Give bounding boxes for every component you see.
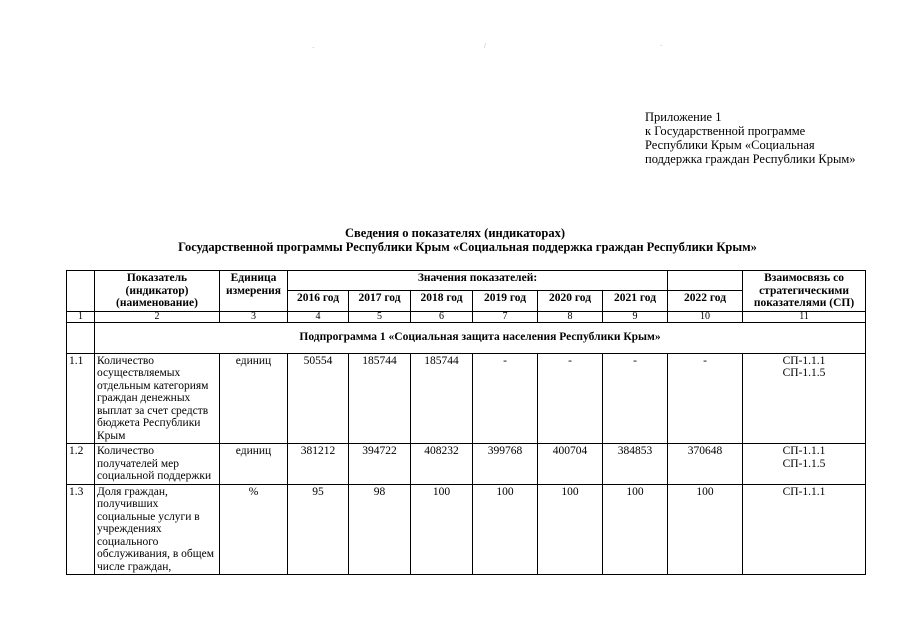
row-value: 50554: [288, 353, 349, 444]
header-year: 2022 год: [668, 291, 743, 311]
row-value: -: [603, 353, 668, 444]
appendix-note: Приложение 1 к Государственной программе Республики Крым «Социальная поддержка граждан Республики Крым»: [645, 110, 856, 166]
header-year: 2017 год: [349, 291, 411, 311]
col-number: 5: [349, 311, 411, 322]
header-values-group: Значения показателей:: [288, 271, 668, 291]
table-row: [67, 484, 866, 575]
row-name: Доля граждан, получивших социальные услуги в учреждениях социального обслуживания, в общем числе граждан,: [95, 484, 220, 575]
subprogram-title: Подпрограмма 1 «Социальная защита населения Республики Крым»: [95, 322, 866, 353]
col-number: 10: [668, 311, 743, 322]
title-line-1: Сведения о показателях (индикаторах): [344, 226, 566, 240]
indicators-table: [66, 270, 866, 575]
header-row-1: [67, 271, 866, 291]
row-num: 1.1: [67, 353, 95, 444]
header-indicator: Показатель (индикатор) (наименование): [95, 271, 220, 312]
row-value: 384853: [603, 444, 668, 485]
row-value: -: [538, 353, 603, 444]
subprogram-row: [67, 322, 866, 353]
header-num: [67, 271, 95, 312]
header-unit: Единица измерения: [220, 271, 288, 312]
col-number: 11: [743, 311, 866, 322]
col-number: 3: [220, 311, 288, 322]
row-value: 100: [603, 484, 668, 575]
row-unit: единиц: [220, 444, 288, 485]
header-link: Взаимосвязь со стратегическими показателями (СП): [743, 271, 866, 312]
header-year: 2016 год: [288, 291, 349, 311]
row-value: 408232: [411, 444, 473, 485]
subprogram-num-cell: [67, 322, 95, 353]
row-unit: единиц: [220, 353, 288, 444]
row-value: 400704: [538, 444, 603, 485]
row-name: Количество осуществляемых отдельным категориям граждан денежных выплат за счет средств бюджета Республики Крым: [95, 353, 220, 444]
row-name: Количество получателей мер социальной поддержки: [95, 444, 220, 485]
row-value: 185744: [349, 353, 411, 444]
row-links: СП-1.1.1 СП-1.1.5: [743, 444, 866, 485]
row-value: 185744: [411, 353, 473, 444]
scan-speck: ·: [312, 44, 315, 52]
row-value: 100: [473, 484, 538, 575]
col-number: 1: [67, 311, 95, 322]
header-year: 2021 год: [603, 291, 668, 311]
row-unit: %: [220, 484, 288, 575]
header-blank: [668, 271, 743, 291]
header-year: 2019 год: [473, 291, 538, 311]
header-year: 2020 год: [538, 291, 603, 311]
row-value: 399768: [473, 444, 538, 485]
col-number: 9: [603, 311, 668, 322]
document-title: [0, 226, 905, 254]
row-value: 100: [538, 484, 603, 575]
row-links: СП-1.1.1: [743, 484, 866, 575]
row-value: 100: [411, 484, 473, 575]
title-line-2: Государственной программы Республики Крым «Социальная поддержка граждан Республики Крым»: [178, 240, 757, 254]
row-links: СП-1.1.1 СП-1.1.5: [743, 353, 866, 444]
row-value: -: [668, 353, 743, 444]
table-row: [67, 444, 866, 485]
row-value: 100: [668, 484, 743, 575]
column-number-row: [67, 311, 866, 322]
row-num: 1.3: [67, 484, 95, 575]
row-value: 370648: [668, 444, 743, 485]
row-value: -: [473, 353, 538, 444]
row-num: 1.2: [67, 444, 95, 485]
scan-speck: /: [484, 42, 486, 50]
row-value: 381212: [288, 444, 349, 485]
row-value: 95: [288, 484, 349, 575]
col-number: 7: [473, 311, 538, 322]
col-number: 8: [538, 311, 603, 322]
table-row: [67, 353, 866, 444]
col-number: 2: [95, 311, 220, 322]
scan-speck: ·: [660, 42, 663, 50]
row-value: 394722: [349, 444, 411, 485]
col-number: 4: [288, 311, 349, 322]
row-value: 98: [349, 484, 411, 575]
header-year: 2018 год: [411, 291, 473, 311]
col-number: 6: [411, 311, 473, 322]
